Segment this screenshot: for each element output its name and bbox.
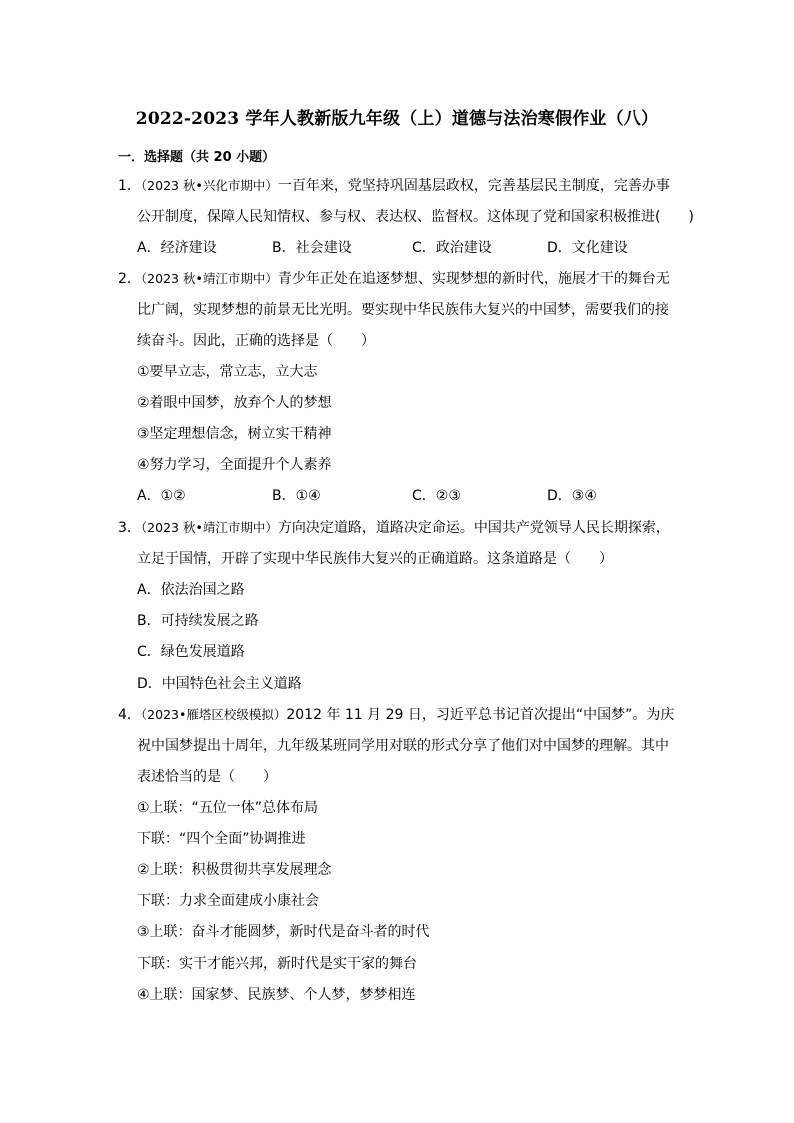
- question-source: （2023 秋•靖江市期中）: [140, 271, 278, 286]
- question-2-item-4: ④努力学习，全面提升个人素养: [137, 457, 332, 473]
- document-title: 2022-2023 学年人教新版九年级（上）道德与法治寒假作业（八）: [135, 109, 659, 129]
- question-4-item-1: ①上联：“五位一体”总体布局: [137, 800, 319, 816]
- question-3-option-a: A．依法治国之路: [137, 582, 245, 598]
- question-4-line-2: 祝中国梦提出十周年，九年级某班同学用对联的形式分享了他们对中国梦的理解。其中: [137, 738, 669, 754]
- section-heading: 一．选择题（共 20 小题）: [118, 150, 276, 165]
- question-3-line-2: 立足于国情，开辟了实现中华民族伟大复兴的正确道路。这条道路是（ ）: [137, 551, 613, 567]
- question-2-line-2: 比广阔，实现梦想的前景无比光明。要实现中华民族伟大复兴的中国梦，需要我们的接: [137, 302, 669, 318]
- question-2-item-3: ③坚定理想信念，树立实干精神: [137, 426, 332, 442]
- question-2-item-1: ①要早立志，常立志，立大志: [137, 364, 318, 380]
- question-4-item-5: ③上联：奋斗才能圆梦，新时代是奋斗者的时代: [137, 924, 430, 940]
- question-number: 1．: [118, 178, 141, 194]
- question-source: （2023 秋•靖江市期中）: [140, 520, 278, 535]
- question-number: 4．: [118, 707, 141, 723]
- question-4-item-2: 下联：“四个全面”协调推进: [137, 831, 306, 847]
- question-1-option-c: C．政治建设: [412, 240, 492, 256]
- question-source: （2023 秋•兴化市期中）: [140, 178, 278, 193]
- question-3-option-d: D．中国特色社会主义道路: [137, 676, 302, 692]
- question-text: 2012 年 11 月 29 日，习近平总书记首次提出“中国梦”。为庆: [286, 707, 675, 723]
- question-1-option-a: A．经济建设: [137, 240, 217, 256]
- question-4-item-7: ④上联：国家梦、民族梦、个人梦，梦梦相连: [137, 987, 416, 1003]
- question-text: 一百年来，党坚持巩固基层政权，完善基层民主制度，完善办事: [277, 178, 670, 194]
- question-number: 2．: [118, 271, 141, 287]
- question-2-option-a: A．①②: [137, 488, 186, 504]
- question-text: 青少年正处在追逐梦想、实现梦想的新时代，施展才干的舞台无: [277, 271, 670, 287]
- question-1-line-2: 公开制度，保障人民知情权、参与权、表达权、监督权。这体现了党和国家积极推进( ): [137, 209, 694, 225]
- question-4-item-3: ②上联：积极贯彻共享发展理念: [137, 862, 332, 878]
- question-1-option-d: D．文化建设: [547, 240, 628, 256]
- question-2-option-d: D．③④: [547, 488, 597, 504]
- question-2-line-1: [118, 269, 670, 289]
- question-text: 方向决定道路，道路决定命运。中国共产党领导人民长期探索，: [277, 520, 670, 536]
- question-4-item-4: 下联：力求全面建成小康社会: [137, 893, 319, 909]
- question-4-line-1: [118, 705, 674, 725]
- question-3-option-b: B．可持续发展之路: [137, 613, 259, 629]
- question-source: （2023•雁塔区校级模拟）: [140, 707, 287, 722]
- question-number: 3．: [118, 520, 141, 536]
- question-4-item-6: 下联：实干才能兴邦，新时代是实干家的舞台: [137, 956, 417, 972]
- question-1-option-b: B．社会建设: [272, 240, 352, 256]
- question-1-line-1: [118, 176, 670, 196]
- question-4-line-3: 表述恰当的是（ ）: [137, 769, 277, 785]
- question-3-line-1: [118, 518, 670, 538]
- question-2-line-3: 续奋斗。因此，正确的选择是（ ）: [137, 333, 375, 349]
- question-2-option-c: C．②③: [412, 488, 461, 504]
- question-2-item-2: ②着眼中国梦，放弃个人的梦想: [137, 395, 332, 411]
- question-2-option-b: B．①④: [272, 488, 321, 504]
- question-3-option-c: C．绿色发展道路: [137, 644, 245, 660]
